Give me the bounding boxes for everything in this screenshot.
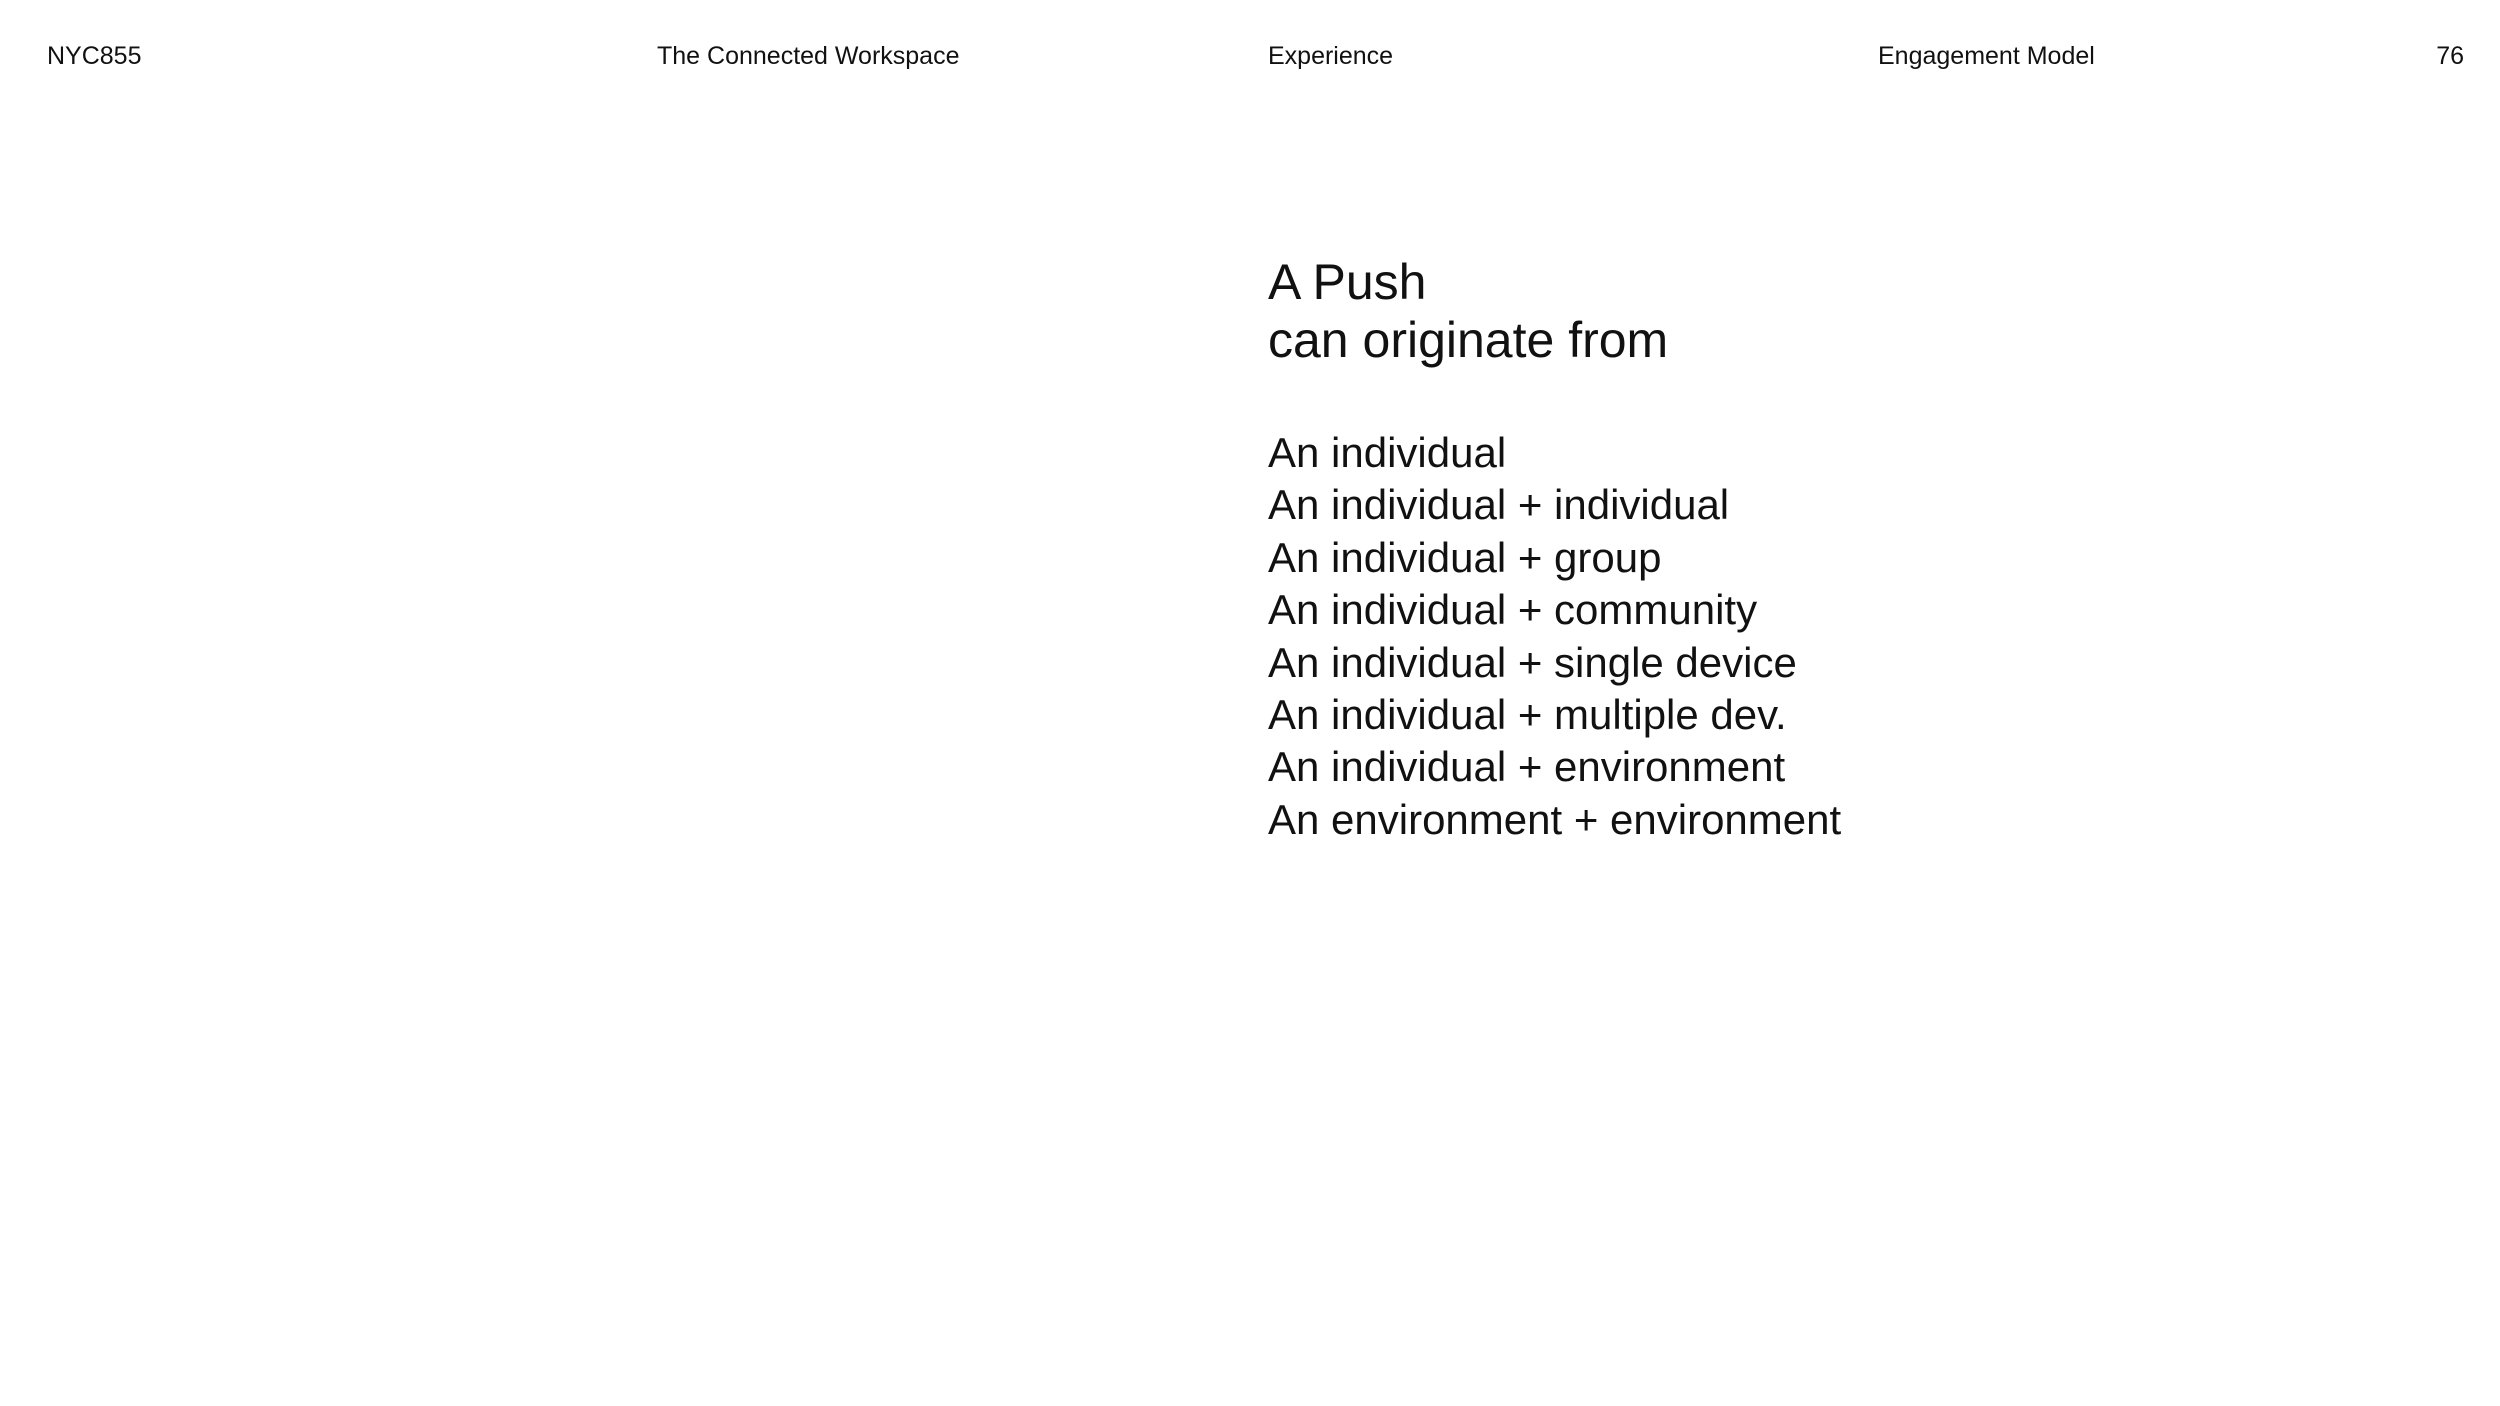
section-title: Experience bbox=[1268, 42, 1394, 70]
project-title: The Connected Workspace bbox=[657, 42, 960, 70]
document-id: NYC855 bbox=[47, 42, 142, 70]
list-item: An individual + single device bbox=[1268, 638, 1797, 686]
heading-line: can originate from bbox=[1268, 312, 1669, 368]
origin-list bbox=[1268, 427, 1841, 846]
page-heading bbox=[1268, 253, 1668, 369]
list-item: An environment + environment bbox=[1268, 795, 1842, 843]
list-item: An individual + multiple dev. bbox=[1268, 691, 1787, 739]
heading-line: A Push bbox=[1268, 254, 1427, 310]
list-item: An individual + community bbox=[1268, 586, 1758, 634]
page-number: 76 bbox=[2436, 42, 2464, 70]
list-item: An individual bbox=[1268, 429, 1507, 476]
topic-title: Engagement Model bbox=[1878, 42, 2095, 70]
list-item: An individual + individual bbox=[1268, 481, 1730, 529]
list-item: An individual + environment bbox=[1268, 743, 1786, 791]
list-item: An individual + group bbox=[1268, 533, 1662, 581]
